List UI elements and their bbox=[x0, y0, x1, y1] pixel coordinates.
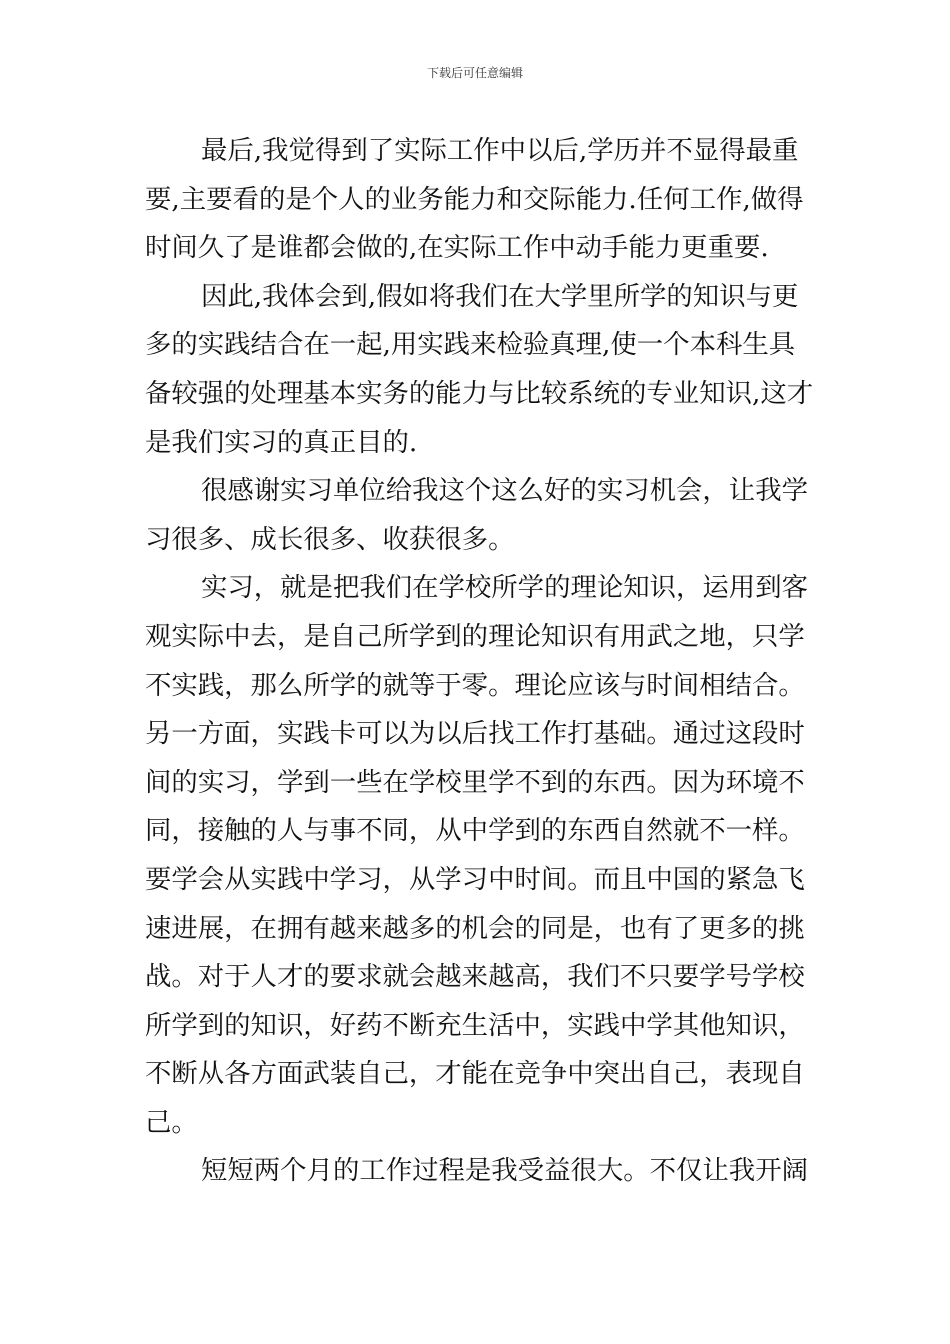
paragraph bbox=[145, 273, 814, 467]
text-line: 备较强的处理基本实务的能力与比较系统的专业知识,这才 bbox=[145, 377, 814, 409]
text-line: 另一方面，实践卡可以为以后找工作打基础。通过这段时 bbox=[145, 718, 805, 750]
text-line: 要学会从实践中学习，从学习中时间。而且中国的紧急飞 bbox=[145, 863, 805, 895]
text-line: 不实践，那么所学的就等于零。理论应该与时间相结合。 bbox=[145, 669, 805, 701]
text-line: 多的实践结合在一起,用实践来检验真理,使一个本科生具 bbox=[145, 329, 796, 361]
text-line: 观实际中去，是自己所学到的理论知识有用武之地，只学 bbox=[145, 620, 805, 652]
text-line: 习很多、成长很多、收获很多。 bbox=[145, 523, 515, 555]
paragraph bbox=[145, 127, 807, 273]
text-line: 要,主要看的是个人的业务能力和交际能力.任何工作,做得 bbox=[145, 183, 804, 215]
text-line: 同，接触的人与事不同，从中学到的东西自然就不一样。 bbox=[145, 815, 805, 847]
paragraph bbox=[145, 467, 807, 564]
document-body bbox=[145, 127, 814, 1196]
text-line: 所学到的知识，好药不断充生活中，实践中学其他知识， bbox=[145, 1009, 805, 1041]
text-line: 己。 bbox=[145, 1106, 198, 1138]
page-header: 下载后可任意编辑 bbox=[426, 66, 523, 80]
text-line: 最后,我觉得到了实际工作中以后,学历并不显得最重 bbox=[201, 135, 799, 166]
paragraph bbox=[145, 564, 807, 1147]
paragraph bbox=[145, 1147, 807, 1196]
text-line: 不断从各方面武装自己，才能在竞争中突出自己，表现自 bbox=[145, 1058, 805, 1090]
text-line: 很感谢实习单位给我这个这么好的实习机会，让我学 bbox=[201, 475, 808, 507]
text-line: 短短两个月的工作过程是我受益很大。不仅让我开阔 bbox=[201, 1155, 808, 1187]
text-line: 是我们实习的真正目的. bbox=[145, 426, 418, 458]
text-line: 时间久了是谁都会做的,在实际工作中动手能力更重要. bbox=[145, 232, 769, 264]
text-line: 实习，就是把我们在学校所学的理论知识，运用到客 bbox=[201, 572, 808, 604]
text-line: 因此,我体会到,假如将我们在大学里所学的知识与更 bbox=[201, 280, 799, 312]
text-line: 战。对于人才的要求就会越来越高，我们不只要学号学校 bbox=[145, 961, 805, 993]
text-line: 间的实习，学到一些在学校里学不到的东西。因为环境不 bbox=[145, 766, 805, 798]
text-line: 速进展，在拥有越来越多的机会的同是，也有了更多的挑 bbox=[145, 912, 805, 944]
